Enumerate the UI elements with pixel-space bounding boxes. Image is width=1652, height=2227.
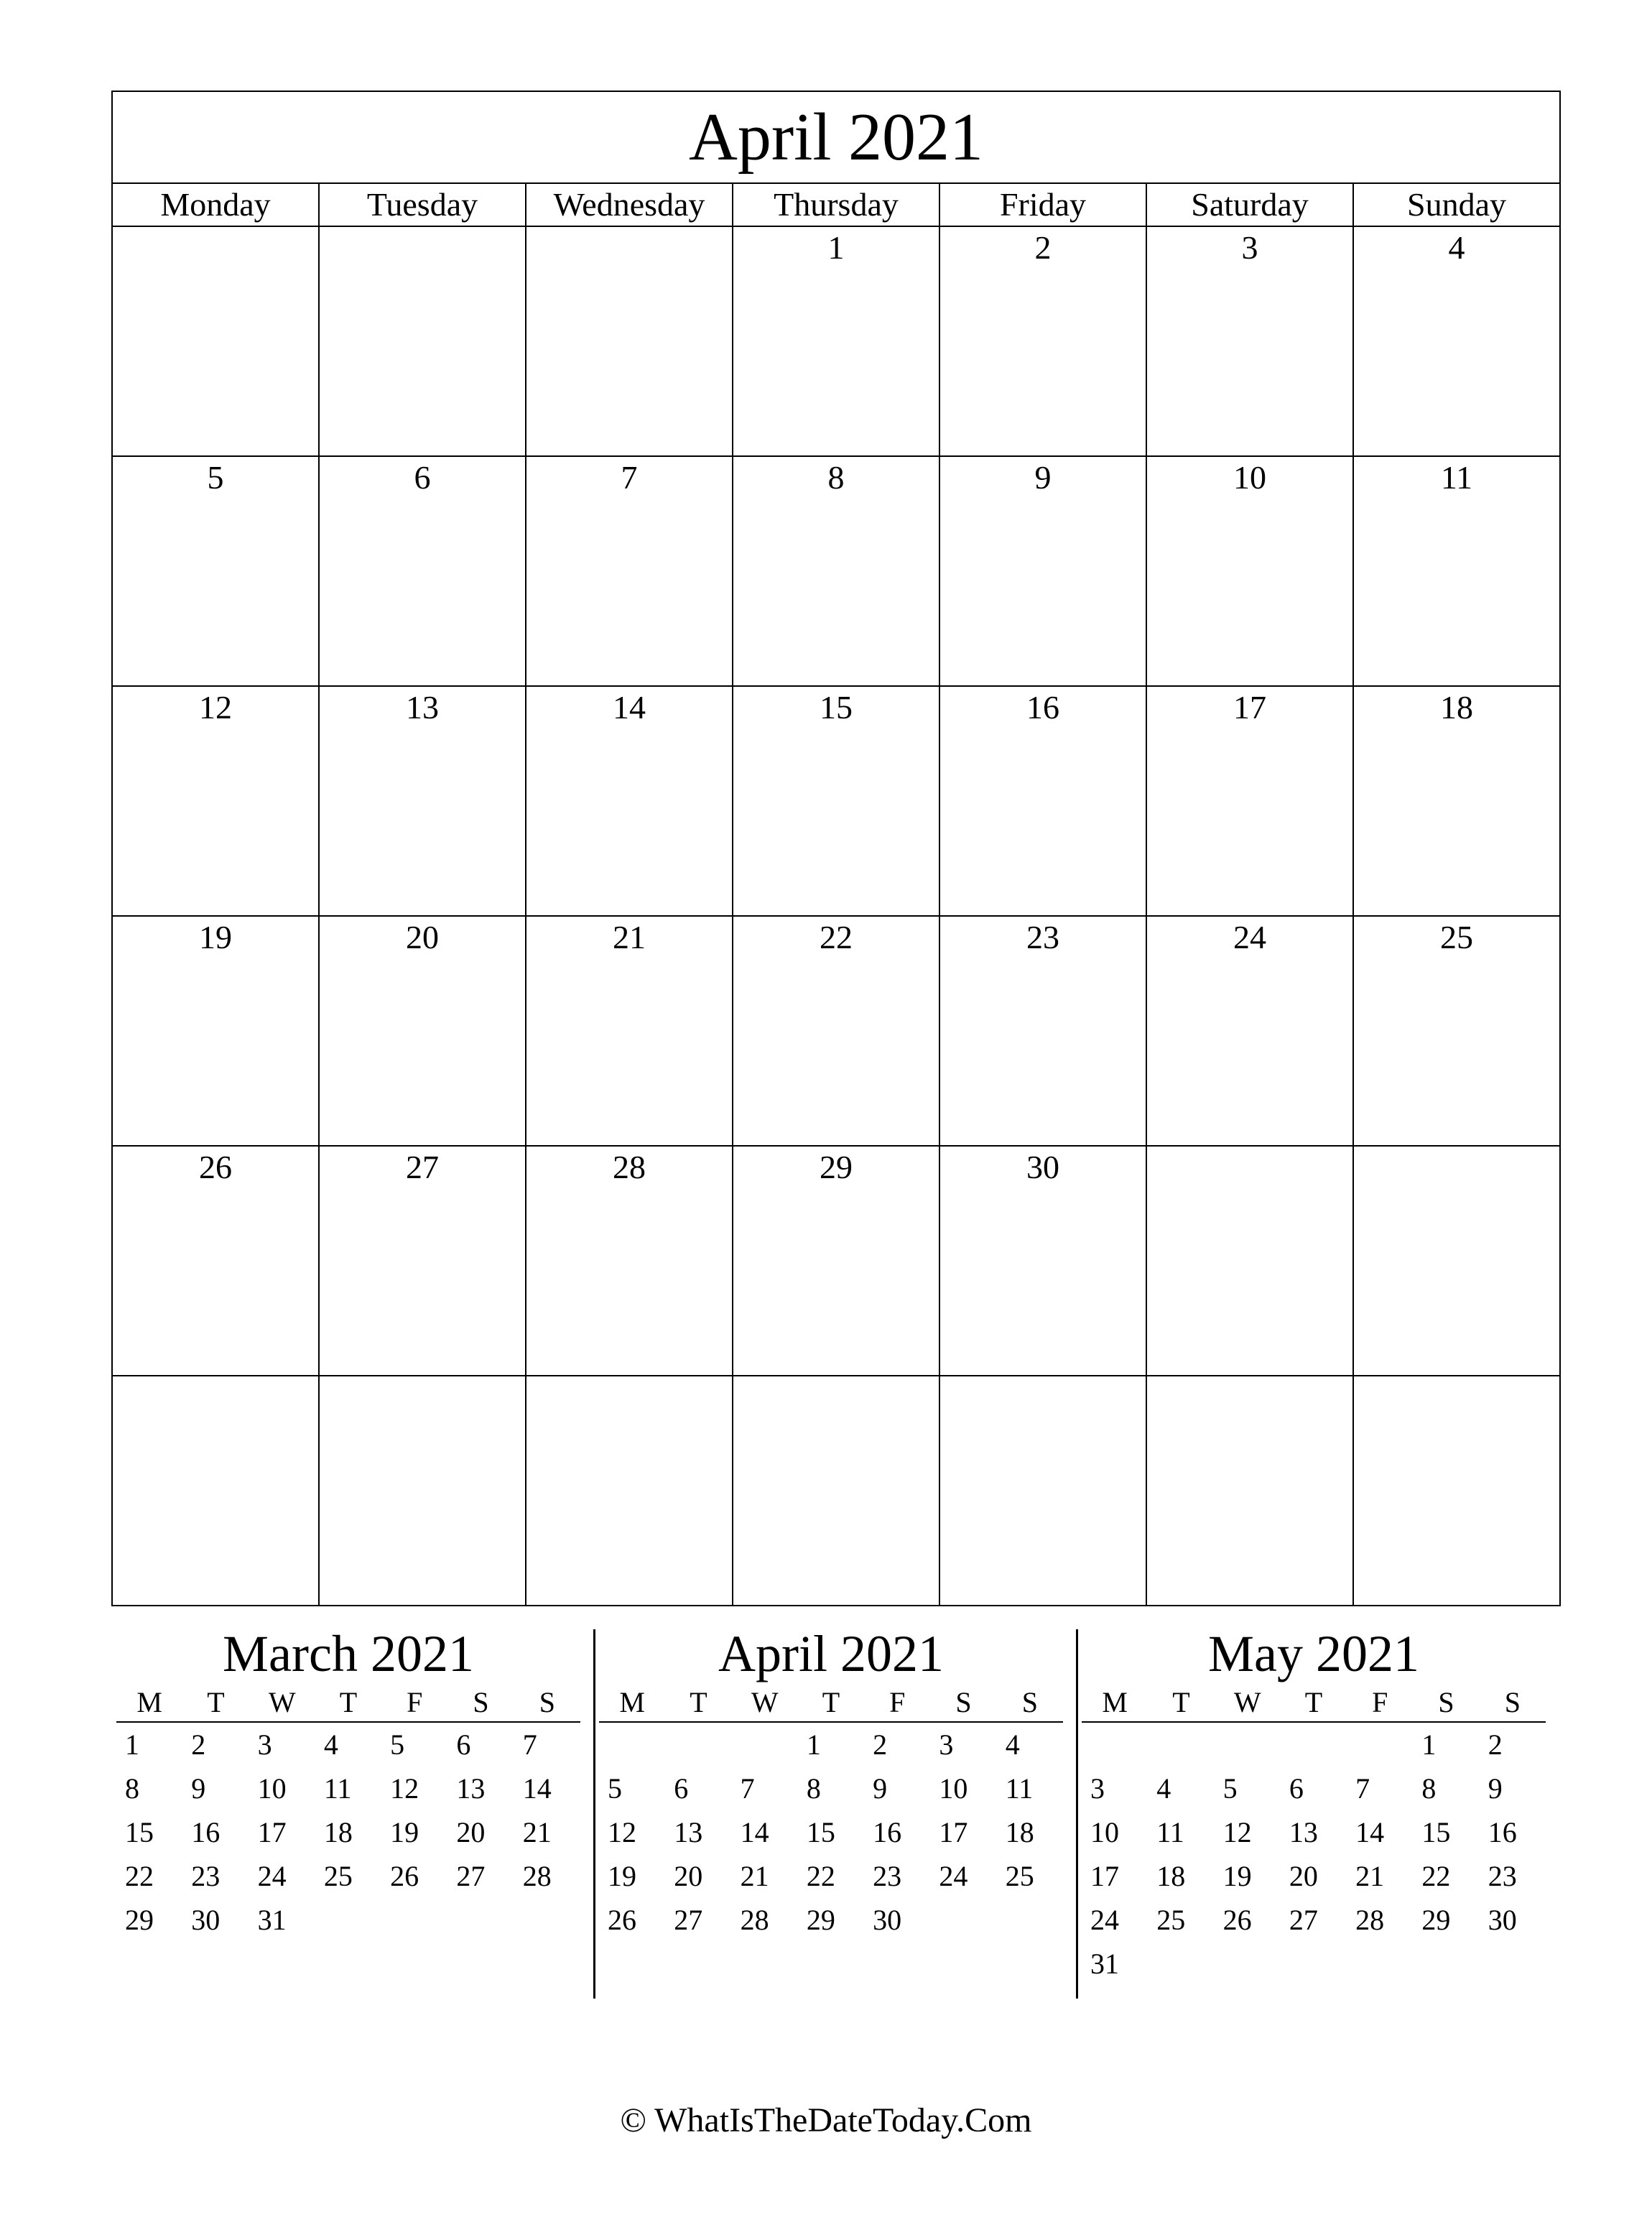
- mini-week-row: [1082, 1767, 1546, 1810]
- mini-day-cell: 8: [125, 1772, 139, 1805]
- mini-weekday-header: W: [249, 1682, 315, 1722]
- mini-day-cell: 4: [323, 1728, 338, 1761]
- mini-day-cell: 23: [873, 1860, 902, 1892]
- day-cell: 17: [1146, 686, 1353, 916]
- mini-day-cell: [997, 1942, 1063, 1986]
- mini-day-cell: 24: [257, 1860, 287, 1892]
- mini-day-cell: 1: [125, 1728, 139, 1761]
- week-row: [112, 686, 1560, 916]
- day-cell: 24: [1146, 916, 1353, 1146]
- mini-day-cell: 9: [873, 1772, 888, 1805]
- day-cell: [939, 1376, 1146, 1606]
- mini-day-cell: 30: [1488, 1904, 1517, 1936]
- mini-day-cell: 19: [1222, 1860, 1252, 1892]
- mini-day-cell: 2: [873, 1728, 888, 1761]
- mini-day-cell: 22: [806, 1860, 835, 1892]
- day-cell: 28: [526, 1146, 733, 1376]
- mini-week-row: [599, 1898, 1063, 1942]
- mini-day-cell: 14: [522, 1772, 552, 1805]
- mini-day-cell: 10: [1090, 1816, 1119, 1848]
- day-cell: 3: [1146, 226, 1353, 456]
- mini-day-cell: 12: [1222, 1816, 1252, 1848]
- mini-day-cell: 29: [125, 1904, 154, 1936]
- day-cell: 20: [319, 916, 526, 1146]
- mini-day-cell: 5: [608, 1772, 622, 1805]
- weekday-header: Monday: [112, 183, 319, 226]
- mini-day-cell: 17: [939, 1816, 968, 1848]
- mini-day-cell: 13: [1289, 1816, 1318, 1848]
- mini-day-cell: 20: [674, 1860, 703, 1892]
- day-cell: [733, 1376, 939, 1606]
- mini-day-cell: 18: [1156, 1860, 1186, 1892]
- mini-day-cell: 2: [1488, 1728, 1503, 1761]
- day-cell: 13: [319, 686, 526, 916]
- mini-day-cell: [1082, 1722, 1148, 1767]
- day-cell: 1: [733, 226, 939, 456]
- mini-day-cell: 21: [1355, 1860, 1385, 1892]
- mini-day-cell: 3: [257, 1728, 272, 1761]
- mini-day-cell: 18: [1005, 1816, 1034, 1848]
- mini-day-cell: 12: [390, 1772, 419, 1805]
- mini-weekday-header: S: [1413, 1682, 1479, 1722]
- weekday-header: Tuesday: [319, 183, 526, 226]
- mini-calendar-title: May 2021: [1208, 1625, 1419, 1682]
- mini-calendar-march: [115, 1625, 582, 1986]
- mini-day-cell: 6: [674, 1772, 689, 1805]
- mini-day-cell: 1: [806, 1728, 821, 1761]
- day-cell: [319, 226, 526, 456]
- day-cell: [1353, 1146, 1560, 1376]
- week-row: [112, 226, 1560, 456]
- mini-weekday-header: S: [1480, 1682, 1546, 1722]
- mini-day-cell: [1281, 1942, 1347, 1986]
- day-cell: 23: [939, 916, 1146, 1146]
- mini-day-cell: 7: [522, 1728, 537, 1761]
- mini-weekday-header: S: [930, 1682, 996, 1722]
- mini-weekday-header: T: [1148, 1682, 1214, 1722]
- mini-day-cell: [1281, 1722, 1347, 1767]
- mini-day-cell: [930, 1898, 996, 1942]
- mini-day-cell: [514, 1898, 580, 1942]
- day-cell: [1146, 1146, 1353, 1376]
- mini-day-cell: [249, 1942, 315, 1986]
- mini-day-cell: [665, 1722, 731, 1767]
- week-row: [112, 1146, 1560, 1376]
- day-cell: 22: [733, 916, 939, 1146]
- day-cell: [112, 226, 319, 456]
- day-cell: 12: [112, 686, 319, 916]
- mini-day-cell: 19: [390, 1816, 419, 1848]
- mini-day-cell: 19: [608, 1860, 636, 1892]
- mini-day-cell: 28: [522, 1860, 552, 1892]
- mini-week-row: [116, 1854, 580, 1898]
- calendar-title: April 2021: [112, 91, 1560, 183]
- mini-day-cell: 23: [1488, 1860, 1517, 1892]
- day-cell: 14: [526, 686, 733, 916]
- day-cell: 16: [939, 686, 1146, 916]
- mini-weekday-header: W: [732, 1682, 798, 1722]
- mini-day-cell: [732, 1942, 798, 1986]
- mini-week-row: [1082, 1854, 1546, 1898]
- mini-day-cell: 29: [806, 1904, 835, 1936]
- mini-day-cell: [182, 1942, 249, 1986]
- mini-day-cell: 21: [522, 1816, 552, 1848]
- mini-weekday-header: T: [182, 1682, 249, 1722]
- mini-day-cell: 11: [1005, 1772, 1034, 1805]
- mini-weekday-header: W: [1215, 1682, 1281, 1722]
- day-cell: [112, 1376, 319, 1606]
- mini-day-cell: 30: [191, 1904, 221, 1936]
- mini-day-cell: 6: [456, 1728, 471, 1761]
- mini-day-cell: 11: [323, 1772, 352, 1805]
- mini-day-cell: [1347, 1722, 1413, 1767]
- mini-day-cell: 11: [1156, 1816, 1184, 1848]
- footer-copyright: © WhatIsTheDateToday.Com: [620, 2101, 1032, 2139]
- mini-day-cell: [599, 1722, 665, 1767]
- mini-day-cell: 8: [1421, 1772, 1437, 1805]
- mini-day-cell: 27: [674, 1904, 703, 1936]
- mini-day-cell: 3: [939, 1728, 954, 1761]
- week-row: [112, 1376, 1560, 1606]
- mini-day-cell: 16: [1488, 1816, 1517, 1848]
- day-cell: [526, 226, 733, 456]
- mini-day-cell: 18: [323, 1816, 353, 1848]
- mini-day-cell: 26: [608, 1904, 636, 1936]
- mini-day-cell: 16: [873, 1816, 902, 1848]
- day-cell: 9: [939, 456, 1146, 686]
- mini-day-cell: [798, 1942, 864, 1986]
- mini-week-row: [116, 1810, 580, 1854]
- mini-day-cell: 20: [456, 1816, 486, 1848]
- mini-day-cell: 17: [1090, 1860, 1119, 1892]
- mini-day-cell: [1215, 1722, 1281, 1767]
- mini-week-row: [116, 1767, 580, 1810]
- mini-day-cell: 26: [1222, 1904, 1252, 1936]
- mini-day-cell: 21: [740, 1860, 769, 1892]
- divider-line: [593, 1629, 595, 1999]
- mini-day-cell: 3: [1090, 1772, 1105, 1805]
- mini-weekday-header: F: [1347, 1682, 1413, 1722]
- mini-day-cell: 8: [806, 1772, 821, 1805]
- mini-calendar-may: [1080, 1625, 1547, 1986]
- mini-day-cell: 26: [390, 1860, 419, 1892]
- day-cell: 30: [939, 1146, 1146, 1376]
- mini-day-cell: 2: [191, 1728, 206, 1761]
- mini-day-cell: 29: [1421, 1904, 1451, 1936]
- mini-weekday-header: T: [665, 1682, 731, 1722]
- day-cell: 29: [733, 1146, 939, 1376]
- mini-calendar-title: March 2021: [223, 1625, 474, 1682]
- day-cell: [319, 1376, 526, 1606]
- mini-day-cell: 20: [1289, 1860, 1318, 1892]
- mini-day-cell: [997, 1898, 1063, 1942]
- mini-day-cell: [930, 1942, 996, 1986]
- mini-day-cell: 27: [456, 1860, 486, 1892]
- mini-day-cell: 22: [125, 1860, 154, 1892]
- day-cell: 5: [112, 456, 319, 686]
- mini-week-row: [599, 1854, 1063, 1898]
- mini-weekday-header: F: [864, 1682, 930, 1722]
- day-cell: 8: [733, 456, 939, 686]
- mini-week-row: [599, 1767, 1063, 1810]
- mini-day-cell: 10: [257, 1772, 287, 1805]
- mini-day-cell: 31: [257, 1904, 287, 1936]
- mini-day-cell: 28: [1355, 1904, 1385, 1936]
- mini-day-cell: 31: [1090, 1948, 1119, 1980]
- mini-week-row: [116, 1722, 580, 1767]
- mini-calendar-april: [598, 1625, 1064, 1986]
- mini-day-cell: [381, 1898, 447, 1942]
- main-calendar: [111, 91, 1561, 1606]
- weekday-header-row: [112, 183, 1560, 226]
- mini-day-cell: [1148, 1942, 1214, 1986]
- weekday-header: Wednesday: [526, 183, 733, 226]
- mini-day-cell: 13: [674, 1816, 703, 1848]
- mini-weekday-header: S: [514, 1682, 580, 1722]
- mini-day-cell: [864, 1942, 930, 1986]
- mini-day-cell: 10: [939, 1772, 968, 1805]
- mini-day-cell: 9: [1488, 1772, 1503, 1805]
- mini-day-cell: 25: [1156, 1904, 1186, 1936]
- mini-week-row: [599, 1810, 1063, 1854]
- day-cell: [1146, 1376, 1353, 1606]
- weekday-header: Saturday: [1146, 183, 1353, 226]
- week-row: [112, 916, 1560, 1146]
- day-cell: 2: [939, 226, 1146, 456]
- mini-day-cell: 24: [1090, 1904, 1119, 1936]
- mini-weekday-header: M: [599, 1682, 665, 1722]
- mini-weekday-header: M: [1082, 1682, 1148, 1722]
- mini-day-cell: [514, 1942, 580, 1986]
- day-cell: 7: [526, 456, 733, 686]
- mini-day-cell: [732, 1722, 798, 1767]
- mini-day-cell: 23: [191, 1860, 221, 1892]
- mini-week-row: [1082, 1722, 1546, 1767]
- mini-day-cell: 22: [1421, 1860, 1451, 1892]
- mini-day-cell: [315, 1942, 381, 1986]
- mini-day-cell: 30: [873, 1904, 902, 1936]
- mini-day-cell: 14: [1355, 1816, 1385, 1848]
- mini-weekday-header: T: [315, 1682, 381, 1722]
- day-cell: 19: [112, 916, 319, 1146]
- mini-week-row: [116, 1898, 580, 1942]
- weekday-header: Sunday: [1353, 183, 1560, 226]
- mini-weekday-header: T: [1281, 1682, 1347, 1722]
- mini-day-cell: [381, 1942, 447, 1986]
- mini-day-cell: 5: [1222, 1772, 1238, 1805]
- mini-day-cell: [1215, 1942, 1281, 1986]
- mini-week-row: [1082, 1942, 1546, 1986]
- mini-day-cell: [1148, 1722, 1214, 1767]
- day-cell: 10: [1146, 456, 1353, 686]
- mini-day-cell: [1480, 1942, 1546, 1986]
- mini-calendar-grid: [599, 1682, 1063, 1986]
- mini-day-cell: 15: [1421, 1816, 1451, 1848]
- mini-day-cell: 1: [1421, 1728, 1437, 1761]
- mini-day-cell: 25: [1005, 1860, 1034, 1892]
- mini-weekday-header: F: [381, 1682, 447, 1722]
- day-cell: 11: [1353, 456, 1560, 686]
- mini-day-cell: 14: [740, 1816, 769, 1848]
- mini-day-cell: 15: [125, 1816, 154, 1848]
- mini-day-cell: 7: [740, 1772, 755, 1805]
- mini-day-cell: 17: [257, 1816, 287, 1848]
- mini-calendar-title: April 2021: [718, 1625, 944, 1682]
- mini-day-cell: 25: [323, 1860, 353, 1892]
- mini-day-cell: 4: [1005, 1728, 1020, 1761]
- mini-day-cell: 4: [1156, 1772, 1171, 1805]
- day-cell: 27: [319, 1146, 526, 1376]
- mini-weekday-header: S: [997, 1682, 1063, 1722]
- mini-day-cell: 7: [1355, 1772, 1370, 1805]
- mini-day-cell: 15: [806, 1816, 835, 1848]
- mini-day-cell: 9: [191, 1772, 206, 1805]
- mini-week-row: [599, 1942, 1063, 1986]
- mini-day-cell: [1413, 1942, 1479, 1986]
- mini-week-row: [599, 1722, 1063, 1767]
- day-cell: 6: [319, 456, 526, 686]
- mini-weekday-header: M: [116, 1682, 182, 1722]
- mini-day-cell: [447, 1898, 514, 1942]
- mini-week-row: [1082, 1898, 1546, 1942]
- mini-day-cell: [315, 1898, 381, 1942]
- mini-day-cell: 16: [191, 1816, 221, 1848]
- day-cell: 26: [112, 1146, 319, 1376]
- mini-week-row: [116, 1942, 580, 1986]
- mini-weekday-header: T: [798, 1682, 864, 1722]
- day-cell: 15: [733, 686, 939, 916]
- weekday-header: Friday: [939, 183, 1146, 226]
- day-cell: [1353, 1376, 1560, 1606]
- mini-day-cell: 6: [1289, 1772, 1304, 1805]
- mini-day-cell: 12: [608, 1816, 636, 1848]
- day-cell: 4: [1353, 226, 1560, 456]
- mini-day-cell: [599, 1942, 665, 1986]
- mini-day-cell: [116, 1942, 182, 1986]
- mini-day-cell: [1347, 1942, 1413, 1986]
- day-cell: 25: [1353, 916, 1560, 1146]
- mini-day-cell: 5: [390, 1728, 405, 1761]
- week-row: [112, 456, 1560, 686]
- mini-weekday-header: S: [447, 1682, 514, 1722]
- mini-day-cell: [665, 1942, 731, 1986]
- mini-day-cell: 27: [1289, 1904, 1318, 1936]
- mini-day-cell: 13: [456, 1772, 486, 1805]
- divider-line: [1076, 1629, 1078, 1999]
- mini-week-row: [1082, 1810, 1546, 1854]
- mini-day-cell: 24: [939, 1860, 968, 1892]
- day-cell: 18: [1353, 686, 1560, 916]
- mini-calendar-grid: [116, 1682, 580, 1986]
- mini-day-cell: [447, 1942, 514, 1986]
- day-cell: 21: [526, 916, 733, 1146]
- day-cell: [526, 1376, 733, 1606]
- mini-calendar-grid: [1082, 1682, 1546, 1986]
- weekday-header: Thursday: [733, 183, 939, 226]
- mini-day-cell: 28: [740, 1904, 769, 1936]
